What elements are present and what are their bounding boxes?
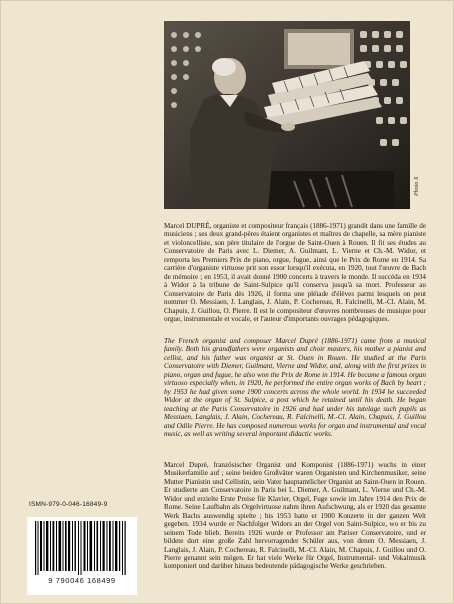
- barcode: [27, 517, 137, 595]
- french-paragraph: Marcel DUPRÉ, organiste et compositeur français (1886-1971) grandit dans une famille de musiciens ; ses deux grand-pères étaient organistes et maîtres de chapelle, sa mère pianiste et violoncelliste, son père titulaire de l'orgue de Saint-Ouen à Rouen. Il fit ses études au Conservatoire de Paris avec L. Diemer, A. Guilmant, L. Vierne et Ch.-M. Widor, et remporta les Premiers Prix de piano, orgue, fugue, ainsi que le Prix de Rome en 1914. Sa carrière d'organiste virtuose prit son essor lorsqu'il exécuta, en 1920, tout l'œuvre de Bach de mémoire ; en 1953, il avait donné 1900 concerts à travers le monde. Il succéda en 1934 à Widor à la tribune de Saint-Sulpice qu'il conserva jusqu'à sa mort. Professeur au Conservatoire de Paris dès 1926, il forma une pléiade d'élèves parmi lesquels on peut nommer O. Messiaen, J. Langlais, J. Alain, P. Cochereau, R. Falcinelli, M.-Cl. Alain, M. Chapuis, J. Guillou, O. Pierre. Il est le compositeur d'œuvres nombreuses de musique pour orgue, instrumentale et vocale, et l'auteur d'importants ouvrages pédagogiques.: [164, 222, 426, 323]
- english-biography: [164, 337, 426, 438]
- barcode-digits: 9 790046 168499: [48, 576, 116, 585]
- french-biography: [164, 222, 426, 323]
- ismn-label: ISMN-979-0-046-16849-9: [29, 501, 108, 508]
- english-paragraph: The French organist and composer Marcel Dupré (1886-1971) came from a musical family. Both his grandfathers were organists and choir masters, his mother a pianist and cellist, and his father was organist at St. Ouen in Rouen. He studied at the Paris Conservatoire with Diemer, Guilmant, Vierne and Widor, and, along with the first prizes in piano, organ and fugue, he also won the Prix de Rome in 1914. He became a famous organ virtuoso especially when, in 1920, he performed the entire organ works of Bach by heart ; by 1953 he had given some 1900 concerts across the whole world. In 1934 he succeeded Widor at the organ of St. Sulpice, a post which he retained until his death. He began teaching at the Paris Conservatoire in 1926 and had under his tutelage such pupils as Messiaen, Langlais, J. Alain, Cochereau, R. Falcinelli, M.-Cl. Alain, Chapuis, J. Guillou and Odile Pierre. He has composed numerous works for organ and instrumental and vocal music, as well as writing several important didactic works.: [164, 337, 426, 438]
- german-paragraph: Marcel Dupré, französischer Organist und Komponist (1886-1971) wuchs in einer Musikerfamilie auf ; seine beiden Großväter waren Organisten und Kirchenmusiker, seine Mutter Pianistin und Cellistin, sein Vater hauptamtlicher Organist an Saint-Ouen in Rouen. Er studierte am Conservatoire in Paris bei L. Diemer, A. Guilmant, L. Vierne und Ch.-M. Widor und erzielte Erste Preise für Klavier, Orgel, Fuge sowie im Jahre 1914 den Prix de Rome. Seine Laufbahn als Orgelvirtuose nahm ihren Aufschwung, als er 1920 das gesamte Werk Bachs auswendig spielte ; bis 1953 hatte er 1900 Konzerte in der ganzen Welt gegeben. 1934 wurde er Nachfolger Widors an der Orgel von Saint-Sulpice, wo er bis zu seinem Tode blieb. Bereits 1926 wurde er Professor am Pariser Conservatoire, und er bildete dort eine große Zahl hervorragender Schüler aus, von denen O. Messiaen, J. Langlais, J. Alain, P. Cochereau, R. Falcinelli, M.-Cl. Alain, M. Chapuis, J. Guillou und O. Pierre genannt sein mögen. Er hat viele Werke für Orgel, Instrumental- und Vokalmusik komponiert und darüber hinaus bedeutende pädagogische Werke geschrieben.: [164, 461, 426, 571]
- organist-photo: [164, 21, 410, 209]
- photo-credit: Photo X: [414, 176, 420, 196]
- barcode-bars: [31, 521, 133, 575]
- german-biography: [164, 461, 426, 571]
